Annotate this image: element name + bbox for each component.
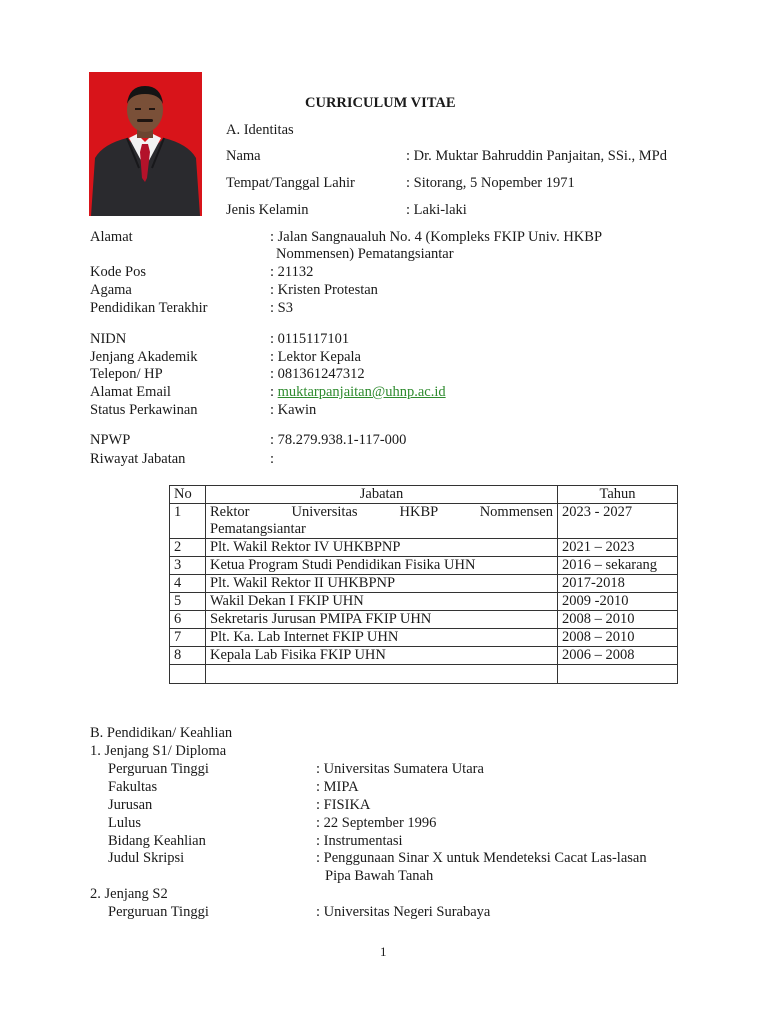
s1-value-jurusan: : FISIKA	[316, 797, 371, 813]
section-a-heading: A. Identitas	[226, 122, 294, 138]
table-row	[170, 593, 678, 611]
table-row	[170, 629, 678, 647]
value-telepon: : 081361247312	[270, 366, 365, 382]
cell-empty	[558, 665, 678, 684]
label-riwayat-jabatan: Riwayat Jabatan	[90, 451, 186, 467]
cell-jabatan: Plt. Wakil Rektor IV UHKBPNP	[206, 539, 558, 557]
s2-value-perguruan-tinggi: : Universitas Negeri Surabaya	[316, 904, 491, 920]
cell-tahun: 2008 – 2010	[558, 611, 678, 629]
value-kode-pos: : 21132	[270, 264, 314, 280]
label-jenis-kelamin: Jenis Kelamin	[226, 202, 309, 218]
header-no: No	[170, 486, 206, 504]
cell-tahun: 2016 – sekarang	[558, 557, 678, 575]
cell-tahun: 2009 -2010	[558, 593, 678, 611]
table-header-row	[170, 486, 678, 504]
value-nama: : Dr. Muktar Bahruddin Panjaitan, SSi., MPd	[406, 148, 667, 164]
label-jenjang-akademik: Jenjang Akademik	[90, 349, 198, 365]
cell-tahun: 2006 – 2008	[558, 647, 678, 665]
table-row	[170, 557, 678, 575]
table-empty-row	[170, 665, 678, 684]
page-number: 1	[380, 944, 387, 959]
s1-value-perguruan-tinggi: : Universitas Sumatera Utara	[316, 761, 484, 777]
s1-value-judul-skripsi: : Penggunaan Sinar X untuk Mendeteksi Cacat Las-lasan	[316, 850, 647, 866]
value-tempat-tanggal-lahir: : Sitorang, 5 Nopember 1971	[406, 175, 575, 191]
s1-value-judul-skripsi-line2: Pipa Bawah Tanah	[325, 868, 434, 884]
label-status-perkawinan: Status Perkawinan	[90, 402, 198, 418]
cell-no: 4	[170, 575, 206, 593]
header-jabatan: Jabatan	[206, 486, 558, 504]
cell-jabatan: Ketua Program Studi Pendidikan Fisika UHN	[206, 557, 558, 575]
cell-no: 6	[170, 611, 206, 629]
value-nidn: : 0115117101	[270, 331, 350, 347]
label-telepon: Telepon/ HP	[90, 366, 163, 382]
cell-no: 7	[170, 629, 206, 647]
table-row	[170, 539, 678, 557]
section-b-heading: B. Pendidikan/ Keahlian	[90, 725, 233, 741]
cell-jabatan: Plt. Ka. Lab Internet FKIP UHN	[206, 629, 558, 647]
label-pendidikan-terakhir: Pendidikan Terakhir	[90, 300, 208, 316]
s1-label-perguruan-tinggi: Perguruan Tinggi	[108, 761, 209, 777]
cell-tahun: 2021 – 2023	[558, 539, 678, 557]
value-status-perkawinan: : Kawin	[270, 402, 317, 418]
label-tempat-tanggal-lahir: Tempat/Tanggal Lahir	[226, 175, 355, 191]
header-tahun: Tahun	[558, 486, 678, 504]
label-alamat: Alamat	[90, 229, 133, 245]
label-nama: Nama	[226, 148, 261, 164]
cell-jabatan	[206, 504, 558, 539]
s1-heading: 1. Jenjang S1/ Diploma	[90, 743, 227, 759]
cell-jabatan: Kepala Lab Fisika FKIP UHN	[206, 647, 558, 665]
value-jenis-kelamin: : Laki-laki	[406, 202, 467, 218]
label-agama: Agama	[90, 282, 132, 298]
s1-value-bidang-keahlian: : Instrumentasi	[316, 833, 403, 849]
cell-tahun: 2008 – 2010	[558, 629, 678, 647]
cell-jabatan-line1: Rektor Universitas HKBP Nommensen	[210, 504, 553, 520]
value-pendidikan-terakhir: : S3	[270, 300, 293, 316]
cell-no: 8	[170, 647, 206, 665]
s1-value-fakultas: : MIPA	[316, 779, 359, 795]
s1-label-bidang-keahlian: Bidang Keahlian	[108, 833, 206, 849]
label-npwp: NPWP	[90, 432, 131, 448]
portrait-illustration	[89, 72, 202, 216]
table-row	[170, 575, 678, 593]
cell-jabatan-line2: Pematangsiantar	[210, 521, 306, 537]
cell-jabatan: Wakil Dekan I FKIP UHN	[206, 593, 558, 611]
email-link[interactable]: muktarpanjaitan@uhnp.ac.id	[277, 384, 446, 400]
label-nidn: NIDN	[90, 331, 127, 347]
cell-empty	[170, 665, 206, 684]
s1-label-jurusan: Jurusan	[108, 797, 153, 813]
email-colon: :	[270, 384, 278, 400]
table-row	[170, 647, 678, 665]
table-row	[170, 504, 678, 539]
value-riwayat-jabatan: :	[270, 451, 275, 467]
document-title: CURRICULUM VITAE	[305, 95, 456, 111]
s1-label-lulus: Lulus	[108, 815, 142, 831]
value-alamat-line1: : Jalan Sangnaualuh No. 4 (Kompleks FKIP Univ. HKBP	[270, 229, 603, 245]
cell-jabatan: Plt. Wakil Rektor II UHKBPNP	[206, 575, 558, 593]
cell-empty	[206, 665, 558, 684]
riwayat-jabatan-table	[169, 485, 678, 684]
cell-no: 1	[170, 504, 206, 539]
profile-photo	[89, 72, 202, 216]
s1-label-judul-skripsi: Judul Skripsi	[108, 850, 185, 866]
cell-no: 2	[170, 539, 206, 557]
cell-no: 3	[170, 557, 206, 575]
label-kode-pos: Kode Pos	[90, 264, 146, 280]
value-jenjang-akademik: : Lektor Kepala	[270, 349, 361, 365]
cell-jabatan: Sekretaris Jurusan PMIPA FKIP UHN	[206, 611, 558, 629]
label-alamat-email: Alamat Email	[90, 384, 171, 400]
s2-label-perguruan-tinggi: Perguruan Tinggi	[108, 904, 209, 920]
cell-tahun: 2023 - 2027	[558, 504, 678, 539]
value-npwp: : 78.279.938.1-117-000	[270, 432, 407, 448]
s1-value-lulus: : 22 September 1996	[316, 815, 437, 831]
cell-no: 5	[170, 593, 206, 611]
s1-label-fakultas: Fakultas	[108, 779, 158, 795]
table-row	[170, 611, 678, 629]
value-alamat-email	[270, 384, 446, 401]
cell-tahun: 2017-2018	[558, 575, 678, 593]
value-alamat-line2: Nommensen) Pematangsiantar	[276, 246, 454, 262]
value-agama: : Kristen Protestan	[270, 282, 378, 298]
s2-heading: 2. Jenjang S2	[90, 886, 168, 902]
